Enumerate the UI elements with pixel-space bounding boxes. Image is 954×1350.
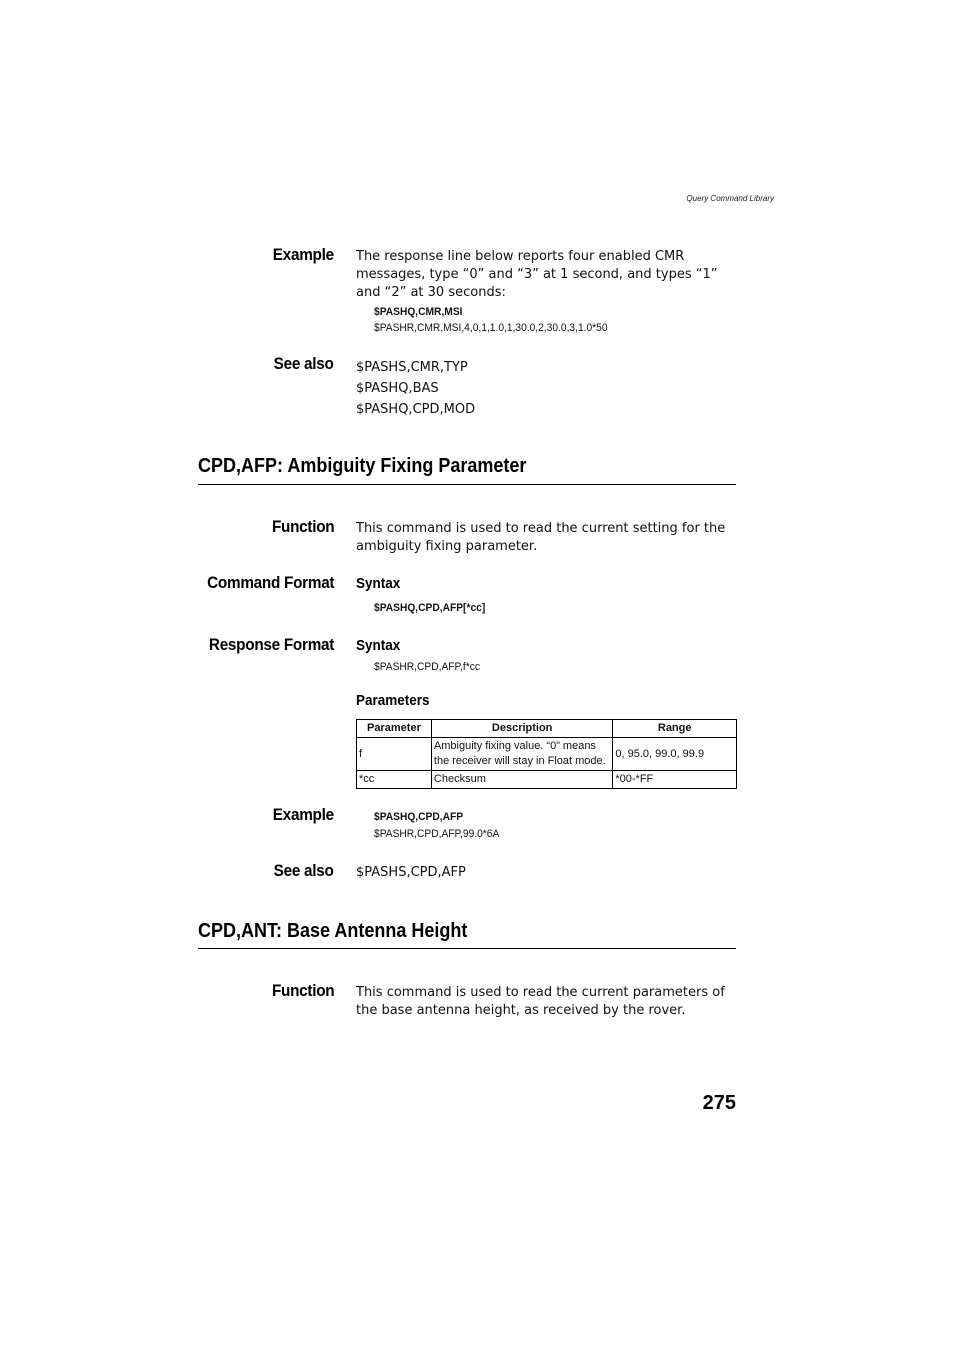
- running-head: Query Command Library: [686, 194, 774, 203]
- table-cell: *cc: [357, 771, 432, 789]
- see-also-item: $PASHS,CMR,TYP: [356, 360, 468, 375]
- section-title-afp: CPD,AFP: Ambiguity Fixing Parameter: [198, 455, 527, 477]
- see-also-item: $PASHQ,BAS: [356, 381, 439, 396]
- table-row: [357, 738, 737, 771]
- example-query: $PASHQ,CPD,AFP: [374, 811, 464, 823]
- table-cell: Ambiguity fixing value. “0” means the receiver will stay in Float mode.: [431, 738, 612, 771]
- table-row: [357, 771, 737, 789]
- table-cell: Checksum: [431, 771, 612, 789]
- response-syntax-heading: Syntax: [356, 637, 401, 654]
- function-description: This command is used to read the current setting for the ambiguity fixing parameter.: [356, 521, 726, 554]
- example-label: Example: [272, 245, 334, 264]
- see-also-item: $PASHS,CPD,AFP: [356, 865, 466, 880]
- command-syntax-heading: Syntax: [356, 575, 401, 592]
- command-syntax: $PASHQ,CPD,AFP[*cc]: [374, 602, 486, 614]
- function-label: Function: [271, 517, 334, 536]
- see-also-list: [356, 357, 736, 420]
- section-rule: [198, 484, 736, 485]
- see-also-label: See also: [274, 354, 334, 373]
- table-header-row: [357, 720, 737, 738]
- function-label: Function: [271, 981, 334, 1000]
- parameters-table: [356, 719, 737, 789]
- command-format-label: Command Format: [206, 573, 334, 592]
- table-header-range: Range: [613, 720, 737, 738]
- example-response: $PASHR,CMR,MSI,4,0,1,1.0,1,30.0,2,30.0,3,1.0*50: [374, 322, 608, 334]
- section-title-ant: CPD,ANT: Base Antenna Height: [198, 920, 468, 942]
- example-description: The response line below reports four enabled CMR messages, type “0” and “3” at 1 second, and types “1” and “2” at 30 seconds:: [356, 249, 718, 300]
- response-format-label: Response Format: [208, 635, 334, 654]
- see-also-item: $PASHQ,CPD,MOD: [356, 402, 476, 417]
- parameters-heading: Parameters: [356, 692, 430, 709]
- see-also-label: See also: [274, 861, 334, 880]
- table-cell: 0, 95.0, 99.0, 99.9: [613, 738, 737, 771]
- table-cell: *00-*FF: [613, 771, 737, 789]
- section-rule: [198, 948, 736, 949]
- table-header-description: Description: [431, 720, 612, 738]
- response-syntax: $PASHR,CPD,AFP,f*cc: [374, 661, 480, 673]
- function-description: This command is used to read the current parameters of the base antenna height, as received by the rover.: [356, 985, 725, 1018]
- page-number: 275: [702, 1092, 736, 1114]
- example-response: $PASHR,CPD,AFP,99.0*6A: [374, 828, 500, 840]
- table-cell: f: [357, 738, 432, 771]
- example-query: $PASHQ,CMR,MSI: [374, 306, 463, 318]
- table-header-parameter: Parameter: [357, 720, 432, 738]
- example-label: Example: [272, 805, 334, 824]
